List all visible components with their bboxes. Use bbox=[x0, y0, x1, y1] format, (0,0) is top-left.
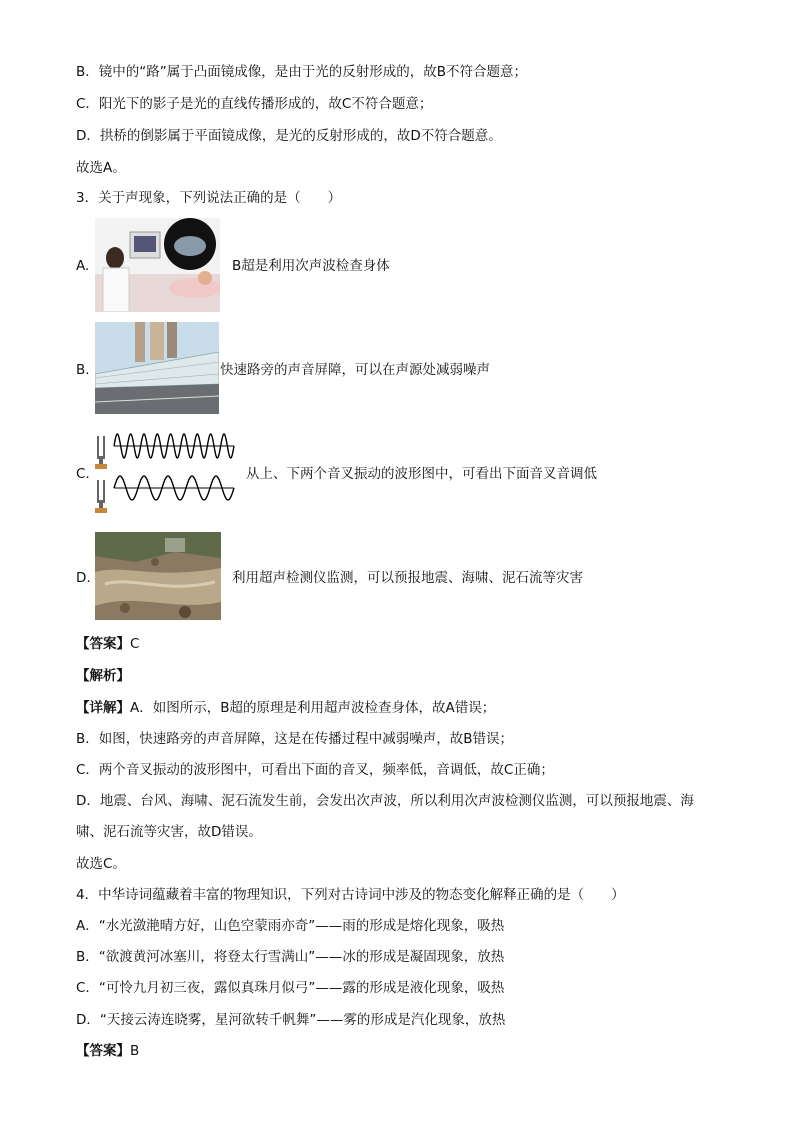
q4-option-b: B．“欲渡黄河冰塞川，将登太行雪满山”——冰的形成是凝固现象，放热 bbox=[76, 949, 505, 965]
text-line: D．拱桥的倒影属于平面镜成像，是光的反射形成的，故D不符合题意。 bbox=[76, 128, 502, 144]
q4-option-d: D．“天接云涛连晓雾，星河欲转千帆舞”——雾的形成是汽化现象，放热 bbox=[76, 1012, 506, 1028]
sound-barrier-photo bbox=[95, 322, 219, 414]
text-line: 故选C。 bbox=[76, 856, 126, 872]
detail-label: 【详解】 bbox=[76, 700, 130, 716]
answer-line bbox=[76, 1041, 139, 1061]
option-d-letter: D. bbox=[76, 570, 91, 586]
detail-text: A．如图所示，B超的原理是利用超声波检查身体，故A错误； bbox=[130, 700, 496, 716]
question-3-stem: 3．关于声现象，下列说法正确的是（ ） bbox=[76, 190, 342, 206]
analysis-label: 【解析】 bbox=[76, 668, 130, 684]
q4-option-a: A．“水光潋滟晴方好，山色空蒙雨亦奇”——雨的形成是熔化现象，吸热 bbox=[76, 918, 505, 934]
detail-line bbox=[76, 698, 495, 718]
option-d-text: 利用超声检测仪监测，可以预报地震、海啸、泥石流等灾害 bbox=[232, 570, 583, 586]
option-b-letter: B. bbox=[76, 362, 90, 378]
q4-option-c: C．“可怜九月初三夜，露似真珠月似弓”——露的形成是液化现象，吸热 bbox=[76, 980, 505, 996]
debris-flow-photo bbox=[95, 532, 221, 620]
option-b-text: 快速路旁的声音屏障，可以在声源处减弱噪声 bbox=[220, 362, 490, 378]
text-line: 故选A。 bbox=[76, 160, 126, 176]
tuning-fork-icon bbox=[95, 480, 107, 513]
answer-value: B bbox=[130, 1043, 140, 1059]
option-c-text: 从上、下两个音叉振动的波形图中，可看出下面音叉音调低 bbox=[246, 466, 597, 482]
text-line: B．如图，快速路旁的声音屏障，这是在传播过程中减弱噪声，故B错误； bbox=[76, 731, 514, 747]
answer-line bbox=[76, 634, 139, 654]
option-a-letter: A. bbox=[76, 258, 90, 274]
text-line: B．镜中的“路”属于凸面镜成像，是由于光的反射形成的，故B不符合题意； bbox=[76, 64, 528, 80]
b-ultrasound-photo bbox=[95, 218, 220, 312]
text-line: C．两个音叉振动的波形图中，可看出下面的音叉，频率低，音调低，故C正确； bbox=[76, 762, 554, 778]
tuning-fork-waveforms bbox=[94, 430, 236, 516]
option-c-letter: C. bbox=[76, 466, 90, 482]
answer-value: C bbox=[130, 636, 140, 652]
option-a-text: B超是利用次声波检查身体 bbox=[232, 258, 390, 274]
text-line: D．地震、台风、海啸、泥石流发生前，会发出次声波，所以利用次声波检测仪监测，可以预报地震、海 bbox=[76, 793, 694, 809]
text-line: C．阳光下的影子是光的直线传播形成的，故C不符合题意； bbox=[76, 96, 433, 112]
tuning-fork-icon bbox=[95, 436, 107, 469]
text-line: 啸、泥石流等灾害，故D错误。 bbox=[76, 824, 262, 840]
answer-label: 【答案】 bbox=[76, 1043, 130, 1059]
question-4-stem: 4．中华诗词蕴藏着丰富的物理知识，下列对古诗词中涉及的物态变化解释正确的是（ ） bbox=[76, 887, 625, 903]
answer-label: 【答案】 bbox=[76, 636, 130, 652]
